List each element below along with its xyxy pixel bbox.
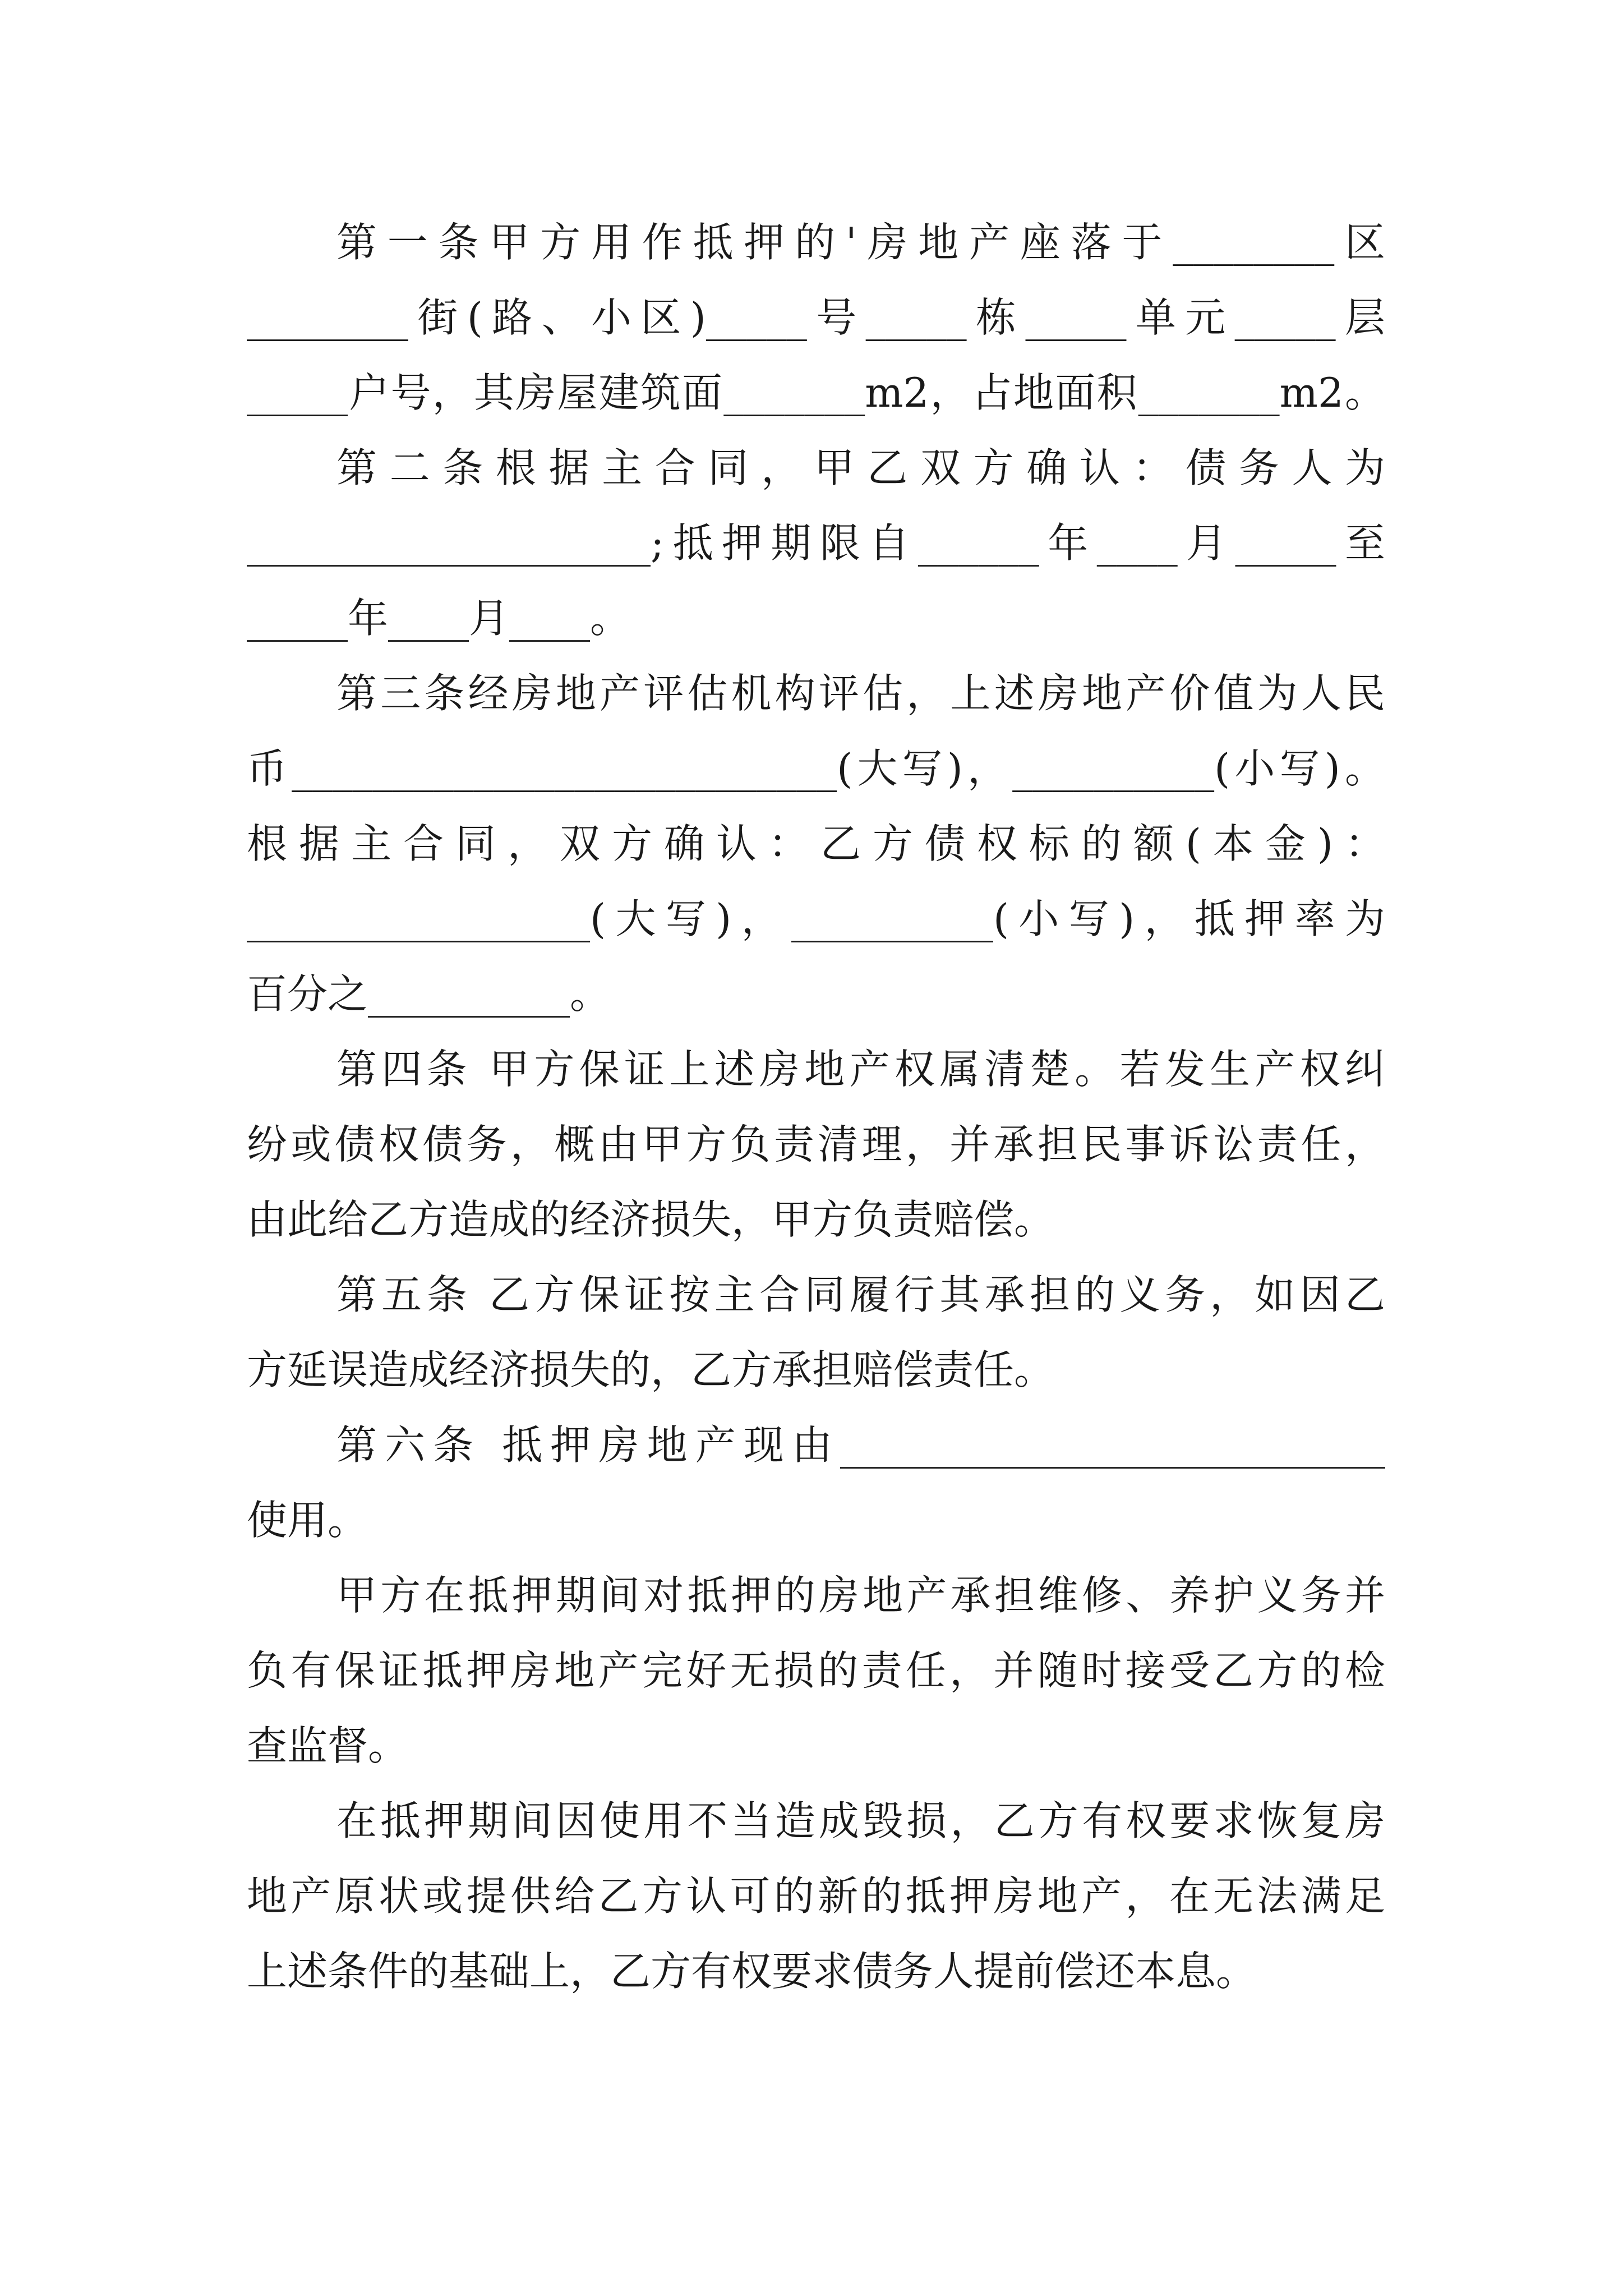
paragraph-maintenance-line-3: 查监督。: [247, 1722, 409, 1769]
article-2-line-1: 第二条根据主合同，甲乙双方确认：债务人为: [336, 444, 1385, 491]
paragraph-damage-line-2: 地产原状或提供给乙方认可的新的抵押房地产，在无法满足: [247, 1872, 1385, 1920]
paragraph-maintenance-line-2: 负有保证抵押房地产完好无损的责任，并随时接受乙方的检: [247, 1647, 1385, 1694]
article-1-line-2: ________街(路、小区)_____号_____栋_____单元_____层: [247, 294, 1385, 341]
article-4-line-2: 纷或债权债务，概由甲方负责清理，并承担民事诉讼责任，: [247, 1121, 1385, 1168]
paragraph-maintenance-line-1: 甲方在抵押期间对抵押的房地产承担维修、养护义务并: [336, 1572, 1385, 1619]
article-1-line-1: 第一条甲方用作抵押的'房地产座落于________区: [336, 219, 1385, 266]
article-3-line-2: 币___________________________(大写)，__________(小写)。: [247, 745, 1385, 792]
article-6-line-1: 第六条 抵押房地产现由___________________________: [336, 1421, 1385, 1469]
article-3-line-1: 第三条经房地产评估机构评估，上述房地产价值为人民: [336, 670, 1385, 717]
article-5-line-2: 方延误造成经济损失的，乙方承担赔偿责任。: [247, 1346, 1055, 1393]
article-2-line-3: _____年____月____。: [247, 595, 630, 642]
article-3-line-3: 根据主合同，双方确认：乙方债权标的额(本金)：: [247, 820, 1385, 867]
article-5-line-1: 第五条 乙方保证按主合同履行其承担的义务，如因乙: [336, 1271, 1385, 1318]
paragraph-damage-line-1: 在抵押期间因使用不当造成毁损，乙方有权要求恢复房: [336, 1797, 1385, 1844]
article-6-line-2: 使用。: [247, 1497, 368, 1544]
paragraph-damage-line-3: 上述条件的基础上，乙方有权要求债务人提前偿还本息。: [247, 1948, 1257, 1995]
article-3-line-5: 百分之__________。: [247, 970, 611, 1018]
article-1-line-3: _____户号，其房屋建筑面_______m2，占地面积_______m2。: [247, 369, 1385, 416]
article-2-line-2: ____________________;抵押期限自______年____月_____至: [247, 519, 1385, 567]
article-4-line-3: 由此给乙方造成的经济损失，甲方负责赔偿。: [247, 1196, 1055, 1243]
article-4-line-1: 第四条 甲方保证上述房地产权属清楚。若发生产权纠: [336, 1046, 1385, 1093]
article-3-line-4: _________________(大写)，__________(小写)，抵押率为: [247, 895, 1385, 942]
